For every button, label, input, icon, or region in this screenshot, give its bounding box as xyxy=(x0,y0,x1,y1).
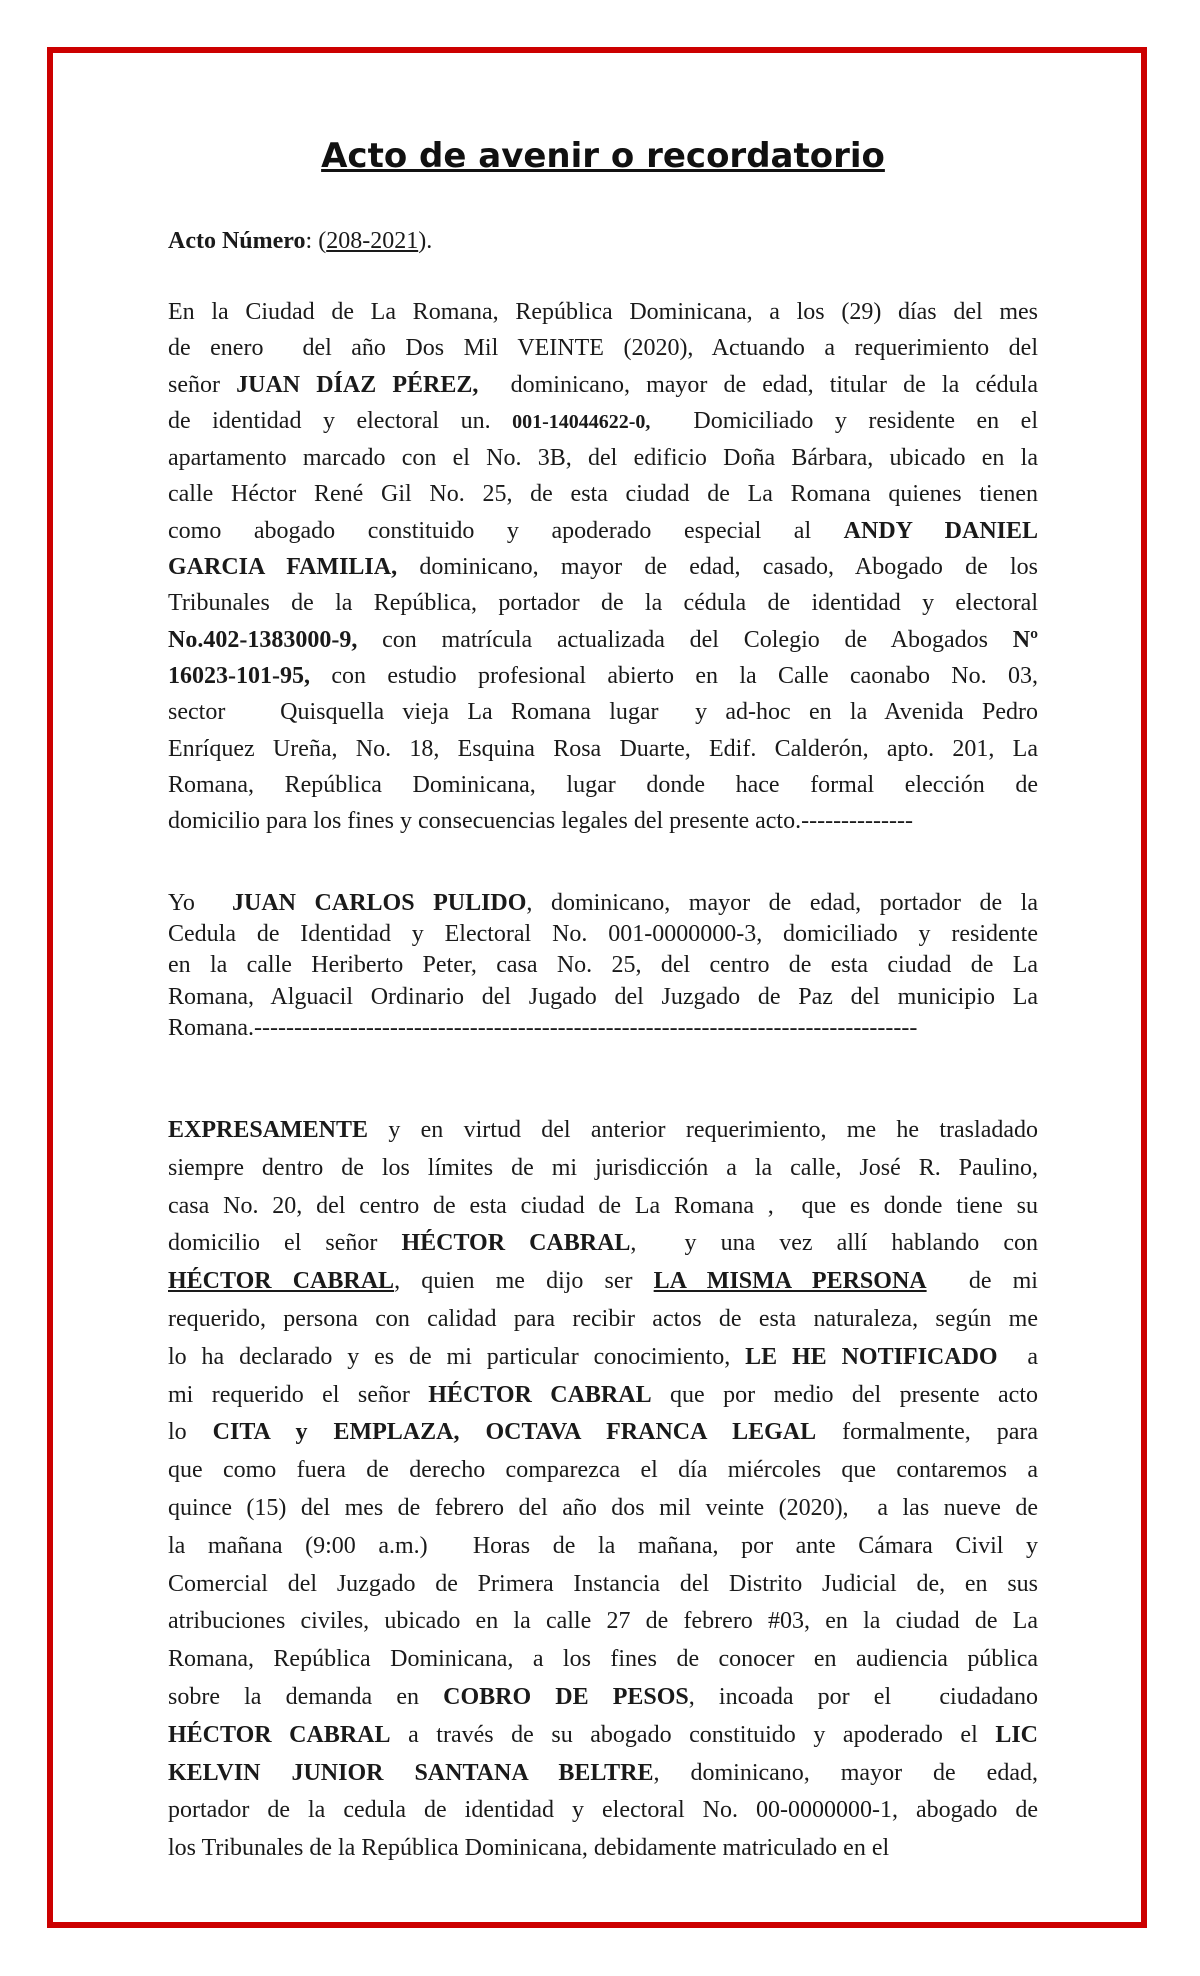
text-segment: sobre la demanda en xyxy=(168,1683,444,1710)
text-segment: Cedula de Identidad y Electoral No. 001-0000000-3, domiciliado y residente xyxy=(168,921,1038,948)
text-segment: requerido, persona con calidad para recibir actos de esta naturaleza, según me xyxy=(168,1305,1038,1332)
paragraph-requerimiento xyxy=(168,294,1038,839)
text-segment: calle Héctor René Gil No. 25, de esta ciudad de La Romana quienes tienen xyxy=(168,481,1038,508)
text-line xyxy=(168,549,1038,585)
text-line xyxy=(168,982,1038,1013)
text-line xyxy=(168,622,1038,658)
text-segment: JUAN CARLOS PULIDO xyxy=(232,890,527,916)
text-line xyxy=(168,1225,1038,1263)
text-line xyxy=(168,658,1038,694)
text-segment: portador de la cedula de identidad y electoral No. 00-0000000-1, abogado de xyxy=(168,1797,1038,1824)
text-segment: HÉCTOR CABRAL xyxy=(428,1381,652,1408)
text-segment: 001-14044622-0, xyxy=(512,410,651,433)
text-segment: señor xyxy=(168,371,237,398)
text-line xyxy=(168,294,1038,330)
text-line xyxy=(168,1566,1038,1604)
text-line xyxy=(168,476,1038,512)
text-line xyxy=(168,1263,1038,1301)
text-segment: EXPRESAMENTE xyxy=(168,1117,369,1143)
text-segment: KELVIN JUNIOR SANTANA BELTRE xyxy=(168,1759,654,1786)
text-line xyxy=(168,513,1038,549)
text-segment: domicilio el señor xyxy=(168,1230,402,1257)
text-line xyxy=(168,1528,1038,1566)
text-segment: en la calle Heriberto Peter, casa No. 25, del centro de esta ciudad de La xyxy=(168,952,1038,979)
text-segment: , dominicano, mayor de edad, xyxy=(653,1759,1038,1786)
text-segment: En la Ciudad de La Romana, República Dominicana, a los (29) días del mes xyxy=(168,299,1038,325)
text-segment: y en virtud del anterior requerimiento, me he trasladado xyxy=(368,1117,1038,1143)
acto-number-line: Acto Número: (208-2021). xyxy=(168,228,433,254)
text-segment: CITA y EMPLAZA, OCTAVA FRANCA LEGAL xyxy=(212,1419,817,1446)
text-segment: los Tribunales de la República Dominicana, debidamente matriculado en el xyxy=(168,1835,890,1862)
text-segment: formalmente, para xyxy=(816,1419,1038,1446)
text-line xyxy=(168,1792,1038,1830)
text-segment: , dominicano, mayor de edad, portador de la xyxy=(526,890,1038,916)
text-line xyxy=(168,888,1038,919)
text-segment: LIC xyxy=(995,1721,1038,1748)
text-segment: Comercial del Juzgado de Primera Instancia del Distrito Judicial de, en sus xyxy=(168,1570,1038,1597)
text-segment: , incoada por el ciudadano xyxy=(688,1683,1039,1710)
text-segment: Tribunales de la República, portador de la cédula de identidad y electoral xyxy=(168,590,1038,617)
text-segment: con matrícula actualizada del Colegio de Abogados xyxy=(357,626,1013,653)
acto-number-label: Acto Número xyxy=(168,228,306,254)
text-segment: que como fuera de derecho comparezca el día miércoles que contaremos a xyxy=(168,1457,1038,1484)
text-segment: que por medio del presente acto xyxy=(651,1381,1038,1408)
text-segment: la mañana (9:00 a.m.) Horas de la mañana, por ante Cámara Civil y xyxy=(168,1532,1038,1559)
text-segment: sector Quisquella vieja La Romana lugar y ad-hoc en la Avenida Pedro xyxy=(168,699,1038,726)
text-segment: Domiciliado y residente en el xyxy=(650,407,1038,434)
text-segment: LE HE NOTIFICADO xyxy=(745,1343,998,1370)
text-line xyxy=(168,585,1038,621)
text-line xyxy=(168,919,1038,950)
text-line xyxy=(168,440,1038,476)
text-segment: , y una vez allí hablando con xyxy=(630,1230,1038,1257)
text-segment: con estudio profesional abierto en la Calle caonabo No. 03, xyxy=(309,662,1038,689)
paragraph-alguacil xyxy=(168,888,1038,1044)
text-line xyxy=(168,1301,1038,1339)
acto-number-value: 208-2021 xyxy=(326,228,419,254)
text-line xyxy=(168,694,1038,730)
text-segment: COBRO DE PESOS xyxy=(443,1683,689,1710)
text-segment: HÉCTOR CABRAL xyxy=(401,1230,631,1257)
text-segment: de identidad y electoral un. xyxy=(168,407,513,434)
text-line xyxy=(168,1188,1038,1226)
text-segment: de mi xyxy=(926,1268,1038,1295)
text-line xyxy=(168,1013,1038,1044)
text-segment: dominicano, mayor de edad, casado, Abogado de los xyxy=(397,554,1038,581)
text-segment: No.402-1383000-9, xyxy=(168,626,358,653)
text-segment: mi requerido el señor xyxy=(168,1381,429,1408)
text-segment: a xyxy=(997,1343,1039,1370)
document-title: Acto de avenir o recordatorio xyxy=(321,136,885,176)
text-segment: domicilio para los fines y consecuencias legales del presente acto.-------------- xyxy=(168,808,913,835)
text-line xyxy=(168,1150,1038,1188)
text-segment: siempre dentro de los límites de mi jurisdicción a la calle, José R. Paulino, xyxy=(168,1154,1038,1181)
text-segment: como abogado constituido y apoderado especial al xyxy=(168,517,844,544)
text-line xyxy=(168,1377,1038,1415)
text-segment: , quien me dijo ser xyxy=(394,1268,654,1295)
text-line xyxy=(168,1452,1038,1490)
text-line xyxy=(168,1414,1038,1452)
text-segment: HÉCTOR CABRAL xyxy=(168,1268,395,1295)
text-segment: lo ha declarado y es de mi particular conocimiento, xyxy=(168,1343,746,1370)
text-segment: Romana, República Dominicana, lugar donde hace formal elección de xyxy=(168,771,1038,798)
text-segment: ANDY DANIEL xyxy=(843,517,1039,544)
text-segment: a través de su abogado constituido y apoderado el xyxy=(390,1721,996,1748)
text-line xyxy=(168,1717,1038,1755)
text-line xyxy=(168,1490,1038,1528)
text-segment: LA MISMA PERSONA xyxy=(653,1268,927,1295)
text-segment: Enríquez Ureña, No. 18, Esquina Rosa Duarte, Edif. Calderón, apto. 201, La xyxy=(168,735,1038,762)
text-segment: Romana, República Dominicana, a los fines de conocer en audiencia pública xyxy=(168,1646,1038,1673)
text-segment: de enero del año Dos Mil VEINTE (2020), Actuando a requerimiento del xyxy=(168,335,1038,362)
text-line xyxy=(168,403,1038,440)
text-line xyxy=(168,950,1038,981)
text-segment: atribuciones civiles, ubicado en la calle 27 de febrero #03, en la ciudad de La xyxy=(168,1608,1038,1635)
text-segment: Yo xyxy=(168,890,232,916)
text-line xyxy=(168,1830,1038,1868)
text-segment: dominicano, mayor de edad, titular de la cédula xyxy=(478,371,1038,398)
text-line xyxy=(168,1603,1038,1641)
text-segment: GARCIA FAMILIA, xyxy=(168,554,398,581)
text-line xyxy=(168,1679,1038,1717)
text-line xyxy=(168,803,1038,839)
text-line xyxy=(168,1755,1038,1793)
text-line xyxy=(168,367,1038,403)
text-segment: apartamento marcado con el No. 3B, del edificio Doña Bárbara, ubicado en la xyxy=(168,445,1038,472)
text-segment: Romana.----------------------------------------------------------------------------------- xyxy=(168,1014,918,1041)
text-line xyxy=(168,330,1038,366)
text-segment: Romana, Alguacil Ordinario del Jugado del Juzgado de Paz del municipio La xyxy=(168,983,1038,1010)
text-segment: JUAN DÍAZ PÉREZ, xyxy=(236,371,479,398)
paragraph-emplazamiento xyxy=(168,1112,1038,1868)
text-line xyxy=(168,731,1038,767)
text-segment: lo xyxy=(168,1419,213,1446)
text-line xyxy=(168,767,1038,803)
text-line xyxy=(168,1641,1038,1679)
text-line xyxy=(168,1339,1038,1377)
text-segment: quince (15) del mes de febrero del año dos mil veinte (2020), a las nueve de xyxy=(168,1494,1038,1521)
text-line xyxy=(168,1112,1038,1150)
text-segment: HÉCTOR CABRAL xyxy=(168,1721,391,1748)
text-segment: casa No. 20, del centro de esta ciudad de La Romana , que es donde tiene su xyxy=(168,1192,1038,1219)
text-segment: 16023-101-95, xyxy=(168,662,310,689)
text-segment: Nº xyxy=(1012,626,1038,653)
